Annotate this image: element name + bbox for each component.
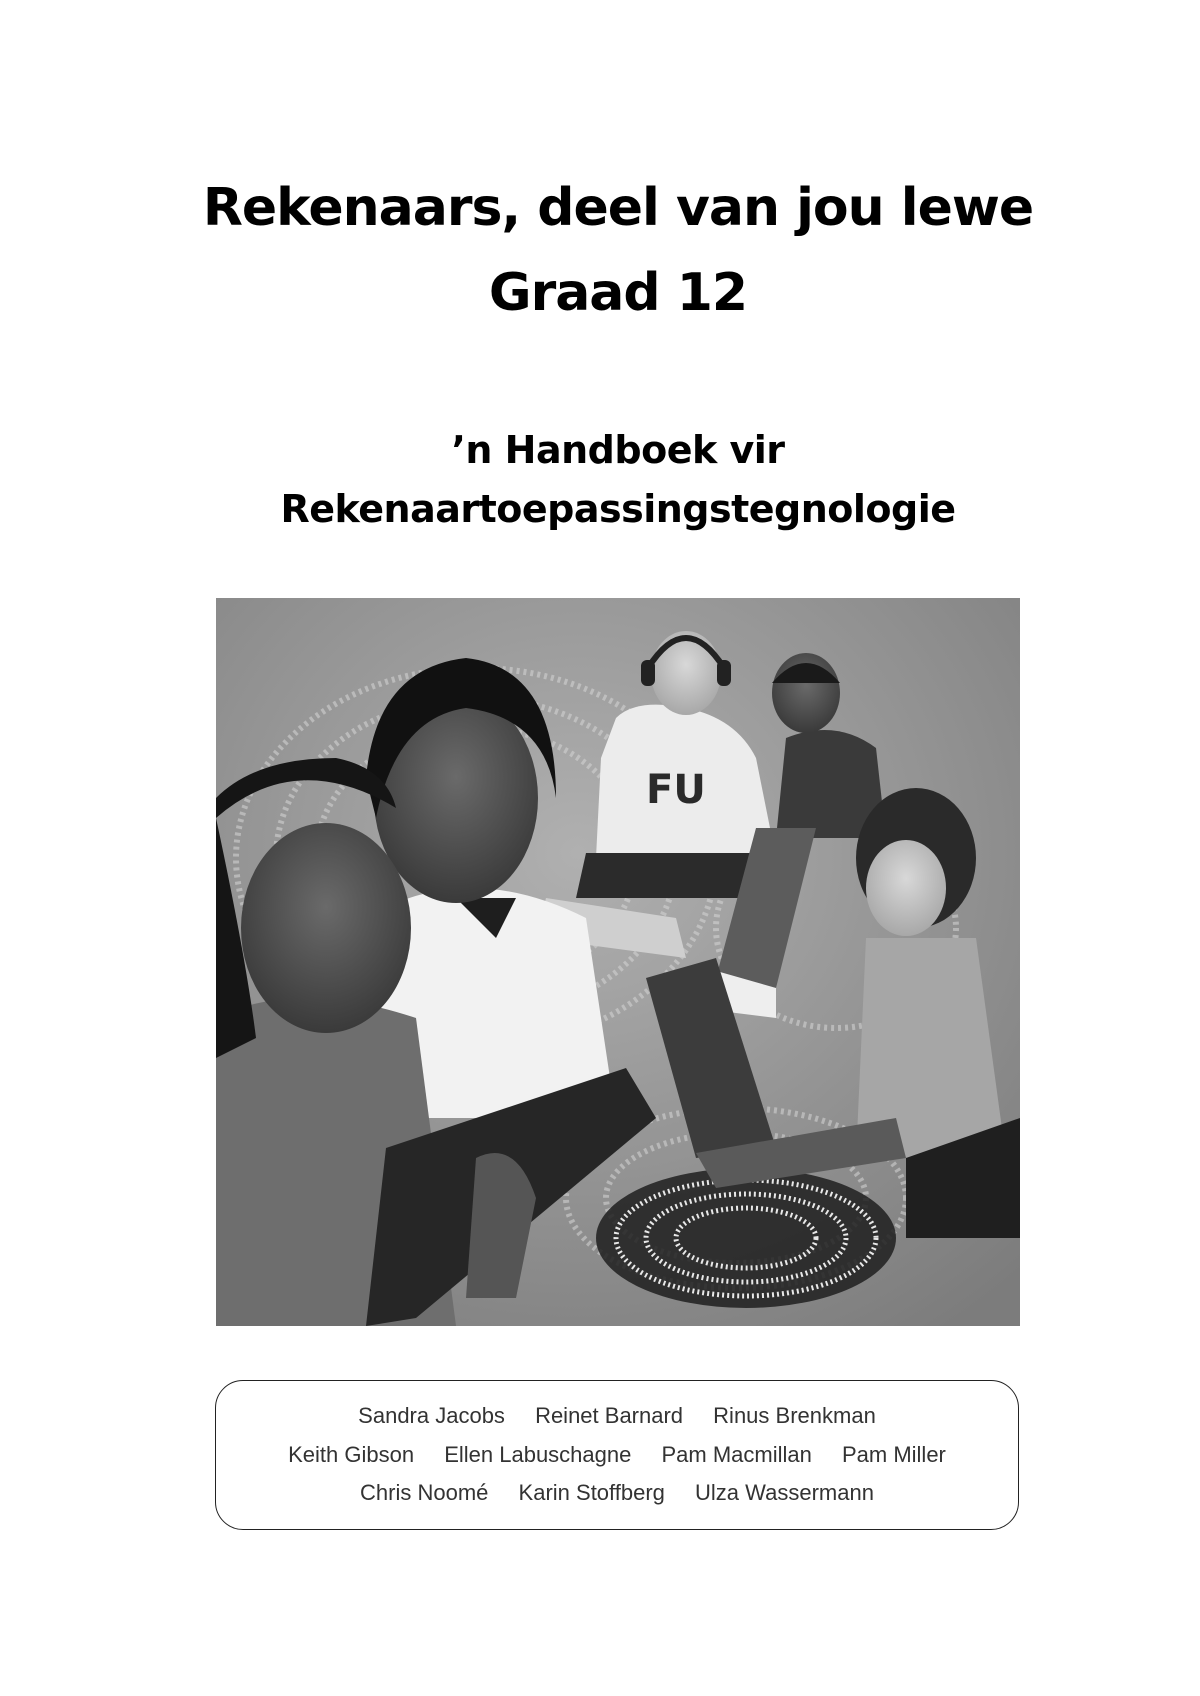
authors-row-1 [216, 1403, 1018, 1429]
author-name: Pam Macmillan [661, 1442, 812, 1467]
author-name: Reinet Barnard [535, 1403, 684, 1428]
authors-row-2 [216, 1442, 1018, 1468]
book-title: Rekenaars, deel van jou lewe [202, 178, 1034, 238]
authors-box [215, 1380, 1019, 1530]
grade-title: Graad 12 [488, 263, 748, 323]
author-name: Sandra Jacobs [358, 1403, 505, 1428]
author-name: Ulza Wassermann [695, 1480, 874, 1505]
subtitle-line-1: ’n Handboek vir [451, 428, 785, 472]
author-name: Rinus Brenkman [713, 1403, 876, 1428]
subtitle-line-2: Rekenaartoepassingstegnologie [280, 487, 956, 531]
author-name: Pam Miller [841, 1442, 946, 1467]
author-name: Ellen Labuschagne [444, 1442, 632, 1467]
binary-floor [596, 1168, 896, 1308]
shirt-print: FU [646, 767, 706, 813]
author-name: Karin Stoffberg [518, 1480, 665, 1505]
author-name: Chris Noomé [360, 1480, 489, 1505]
cover-photo [216, 598, 1020, 1326]
author-name: Keith Gibson [288, 1442, 415, 1467]
authors-row-3 [216, 1480, 1018, 1506]
